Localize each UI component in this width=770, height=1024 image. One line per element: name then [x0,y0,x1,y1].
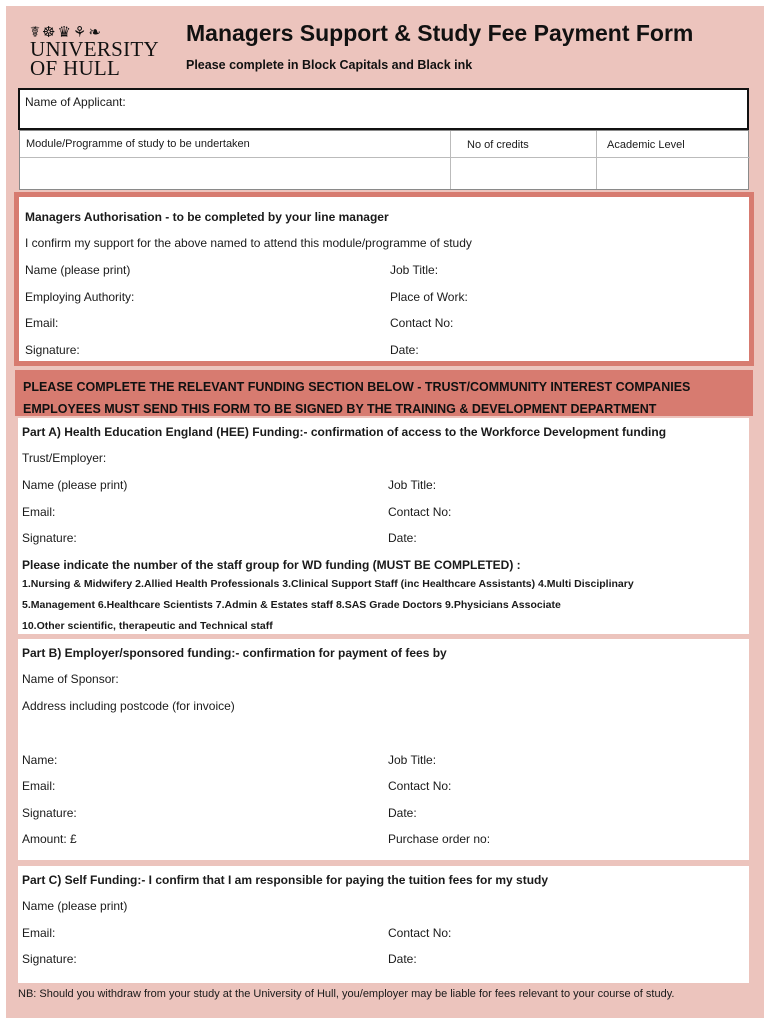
part-b-email-field[interactable]: Email: [22,779,56,793]
place-of-work-field[interactable]: Place of Work: [390,290,468,304]
part-b-contact-field[interactable]: Contact No: [388,779,452,793]
staff-group-list-1: 1.Nursing & Midwifery 2.Allied Health Professionals 3.Clinical Support Staff (inc Healthcare Assistants) 4.Multi Disciplinary [22,578,634,590]
part-b-date-field[interactable]: Date: [388,806,417,820]
part-c-email-field[interactable]: Email: [22,926,56,940]
part-b-signature-field[interactable]: Signature: [22,806,77,820]
module-programme-label: Module/Programme of study to be undertaken [26,138,250,150]
form-page [6,6,764,1018]
amount-field[interactable]: Amount: £ [22,832,77,846]
credits-input[interactable] [451,159,596,190]
managers-authorisation-section [14,192,754,366]
funding-banner-text: PLEASE COMPLETE THE RELEVANT FUNDING SECTION BELOW - TRUST/COMMUNITY INTEREST COMPANIES EMPLOYEES MUST SEND THIS FORM TO BE SIGNED BY THE TRAINING & DEVELOPMENT DEPARTMENT [23,380,691,416]
part-b-name-field[interactable]: Name: [22,753,58,767]
part-a-signature-field[interactable]: Signature: [22,531,77,545]
university-logo [30,24,170,78]
sponsor-name-field[interactable]: Name of Sponsor: [22,672,119,686]
part-c-heading: Part C) Self Funding:- I confirm that I am responsible for paying the tuition fees for my study [22,873,549,887]
manager-email-field[interactable]: Email: [25,316,59,330]
employing-authority-field[interactable]: Employing Authority: [25,290,135,304]
part-c-contact-field[interactable]: Contact No: [388,926,452,940]
part-b-heading: Part B) Employer/sponsored funding:- confirmation for payment of fees by [22,646,447,660]
part-a-trust-field[interactable]: Trust/Employer: [22,451,107,465]
part-a-heading: Part A) Health Education England (HEE) Funding:- confirmation of access to the Workforce Development funding [22,425,667,439]
credits-label: No of credits [467,139,529,151]
staff-group-heading: Please indicate the number of the staff group for WD funding (MUST BE COMPLETED) : [22,558,521,572]
academic-level-label: Academic Level [607,139,685,151]
module-programme-input[interactable] [20,159,450,190]
part-c-name-field[interactable]: Name (please print) [22,899,128,913]
managers-heading: Managers Authorisation - to be completed by your line manager [25,210,389,224]
staff-group-list-3: 10.Other scientific, therapeutic and Technical staff [22,620,273,632]
part-a-date-field[interactable]: Date: [388,531,417,545]
logo-line-2: OF HULL [30,56,121,80]
part-a-name-field[interactable]: Name (please print) [22,478,128,492]
manager-job-title-field[interactable]: Job Title: [390,263,439,277]
funding-instruction-banner [15,370,753,416]
form-title: Managers Support & Study Fee Payment Form [186,20,694,46]
part-c-section [18,866,749,983]
manager-contact-field[interactable]: Contact No: [390,316,454,330]
logo-line-1: UNIVERSITY [30,37,159,61]
staff-group-list-2: 5.Management 6.Healthcare Scientists 7.Admin & Estates staff 8.SAS Grade Doctors 9.Physicians Associate [22,599,561,611]
part-a-job-title-field[interactable]: Job Title: [388,478,437,492]
crest-icon: ☤☸♛⚘❧ [30,23,103,41]
part-a-section [18,418,749,634]
part-c-signature-field[interactable]: Signature: [22,952,77,966]
academic-level-input[interactable] [597,159,749,190]
part-b-job-title-field[interactable]: Job Title: [388,753,437,767]
form-subtitle: Please complete in Block Capitals and Black ink [186,58,473,72]
module-table [19,130,749,190]
applicant-name-label: Name of Applicant: [25,95,126,109]
manager-signature-field[interactable]: Signature: [25,343,80,357]
sponsor-address-field[interactable]: Address including postcode (for invoice) [22,699,235,713]
part-c-date-field[interactable]: Date: [388,952,417,966]
part-a-email-field[interactable]: Email: [22,505,56,519]
purchase-order-field[interactable]: Purchase order no: [388,832,491,846]
manager-date-field[interactable]: Date: [390,343,419,357]
manager-name-field[interactable]: Name (please print) [25,263,131,277]
managers-confirm-text: I confirm my support for the above named to attend this module/programme of study [25,236,472,250]
applicant-name-field[interactable] [18,88,749,130]
withdrawal-note: NB: Should you withdraw from your study at the University of Hull, you/employer may be liable for fees relevant to your course of study. [18,988,675,1000]
part-b-section [18,639,749,860]
part-a-contact-field[interactable]: Contact No: [388,505,452,519]
